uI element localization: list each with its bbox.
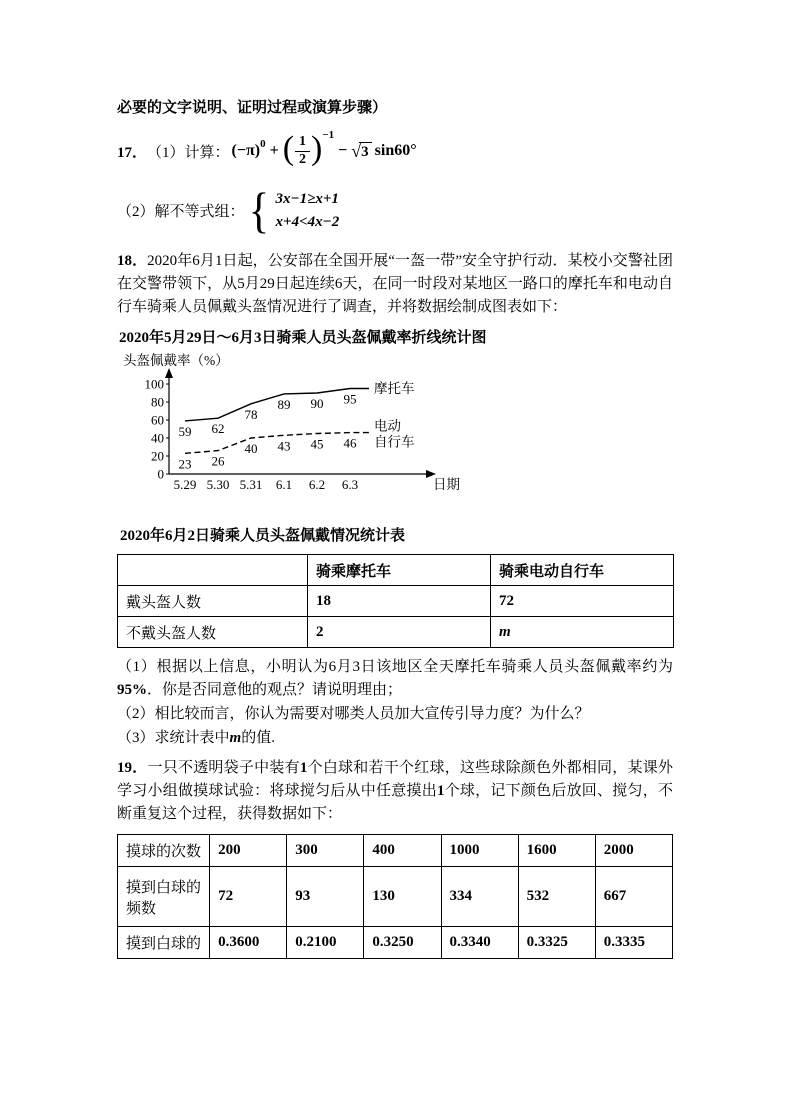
table-cell: 0.3250 <box>364 927 441 959</box>
svg-text:6.2: 6.2 <box>308 477 326 492</box>
problem-19-num-1: 1 <box>299 760 308 776</box>
problem-18 <box>117 250 673 750</box>
left-paren: ( <box>282 130 295 167</box>
question-1-text: （1）根据以上信息，小明认为6月3日该地区全天摩托车骑乘人员头盔佩戴率约为 <box>117 659 673 675</box>
table-cell: 72 <box>210 867 287 927</box>
question-1-percent: 95% <box>117 682 147 698</box>
table-cell: 93 <box>287 867 364 927</box>
plus-operator: + <box>269 142 279 159</box>
svg-text:59: 59 <box>178 423 192 439</box>
table-cell: 2 <box>308 617 491 648</box>
svg-text:头盔佩戴率（%）: 头盔佩戴率（%） <box>123 353 229 368</box>
question-3 <box>117 727 673 750</box>
table-cell: 18 <box>308 586 491 617</box>
table-cell: 0.3335 <box>595 927 672 959</box>
problem-19-text-a: 一只不透明袋子中装有 <box>147 760 300 776</box>
table-cell: 667 <box>595 867 672 927</box>
svg-text:89: 89 <box>277 396 291 412</box>
problem-17-number: 17． <box>117 144 148 161</box>
table-cell: 0.3325 <box>518 927 595 959</box>
table-row <box>118 555 674 586</box>
table-cell: 532 <box>518 867 595 927</box>
svg-text:电动: 电动 <box>374 418 401 434</box>
helmet-table-title: 2020年6月2日骑乘人员头盔佩戴情况统计表 <box>120 528 406 544</box>
table-cell: 摸到白球的 <box>118 927 210 959</box>
problem-19-intro <box>117 757 673 826</box>
svg-text:6.3: 6.3 <box>341 477 359 492</box>
instructions-note: 必要的文字说明、证明过程或演算步骤） <box>117 100 388 116</box>
problem-19-text-c: 个球，记下颜色后放回、搅匀，不断重复这个过程，获得数据如下： <box>117 783 673 822</box>
table-row <box>118 835 673 867</box>
problem-17-part2 <box>117 180 673 240</box>
table-cell: 0.2100 <box>287 927 364 959</box>
fraction-denominator: 2 <box>299 151 307 167</box>
table-cell: 戴头盔人数 <box>118 586 308 617</box>
svg-text:23: 23 <box>178 456 192 472</box>
svg-text:45: 45 <box>310 436 324 452</box>
calc-expression <box>231 129 417 168</box>
inequality-2: x+4<4x−2 <box>275 213 340 230</box>
table-cell: 334 <box>441 867 518 927</box>
inequality-1: 3x−1≥x+1 <box>275 190 339 207</box>
problem-19-number: 19． <box>117 760 148 776</box>
svg-text:90: 90 <box>310 396 324 411</box>
inequality-system <box>247 181 340 238</box>
system-label: （2）解不等式组： <box>117 203 245 220</box>
helmet-wear-table <box>117 554 674 648</box>
problem-19-text-b: 个白球和若干个红球，这些球除颜色外都相同，某课外学习小组做摸球试验：将球搅匀后从中任意摸出 <box>117 760 673 799</box>
minus-operator: − <box>338 142 348 159</box>
problem-17 <box>117 124 673 240</box>
right-paren: ) <box>311 130 323 167</box>
problem-18-number: 18． <box>117 253 148 269</box>
table-row <box>118 617 674 648</box>
table-cell: 2000 <box>595 835 672 867</box>
question-3-m: m <box>229 730 242 746</box>
svg-text:40: 40 <box>244 441 258 456</box>
svg-text:80: 80 <box>151 394 164 410</box>
svg-text:62: 62 <box>211 421 225 437</box>
svg-text:100: 100 <box>144 376 164 392</box>
svg-text:26: 26 <box>211 453 225 469</box>
pi-power-base: (−π) <box>231 142 261 159</box>
table-row <box>118 867 673 927</box>
svg-text:95: 95 <box>343 391 357 407</box>
pi-power-exponent: 0 <box>260 138 266 150</box>
question-3-tail: 的值. <box>241 730 275 746</box>
problem-18-intro <box>117 250 673 319</box>
table-row <box>118 586 674 617</box>
radicand: 3 <box>359 142 372 161</box>
question-1-tail: ．你是否同意他的观点？请说明理由； <box>147 682 403 698</box>
svg-text:日期: 日期 <box>433 477 460 492</box>
question-2: （2）相比较而言，你认为需要对哪类人员加大宣传引导力度？为什么？ <box>117 706 590 722</box>
sqrt-term <box>351 142 371 161</box>
svg-text:43: 43 <box>277 438 291 454</box>
table-cell: 不戴头盔人数 <box>118 617 308 648</box>
question-1 <box>117 656 673 702</box>
table-cell: 摸球的次数 <box>118 835 210 867</box>
helmet-rate-line-chart <box>123 352 483 510</box>
problem-17-part1 <box>117 124 673 178</box>
svg-text:5.31: 5.31 <box>239 477 263 492</box>
calc-label: （1）计算： <box>147 144 230 161</box>
problem-19 <box>117 757 673 959</box>
svg-text:5.29: 5.29 <box>173 477 197 492</box>
table-cell: 0.3340 <box>441 927 518 959</box>
ball-experiment-table <box>117 834 673 959</box>
table-cell: 骑乘电动自行车 <box>491 555 674 586</box>
table-cell-m-unknown: m <box>491 617 674 648</box>
svg-text:60: 60 <box>151 412 164 428</box>
svg-text:摩托车: 摩托车 <box>374 381 415 396</box>
table-cell: 0.3600 <box>210 927 287 959</box>
svg-text:6.1: 6.1 <box>275 477 293 492</box>
question-3-text: （3）求统计表中 <box>117 730 230 746</box>
one-half-fraction <box>295 134 310 167</box>
svg-text:78: 78 <box>244 406 258 422</box>
radical-sign: √ <box>351 140 362 161</box>
fraction-exponent: −1 <box>322 129 335 141</box>
table-cell: 200 <box>210 835 287 867</box>
system-lines <box>276 189 340 232</box>
svg-text:46: 46 <box>343 435 357 451</box>
table-cell: 300 <box>287 835 364 867</box>
table-row <box>118 927 673 959</box>
table-cell: 72 <box>491 586 674 617</box>
system-brace: { <box>248 181 269 238</box>
table-cell <box>118 555 308 586</box>
table-cell: 骑乘摩托车 <box>308 555 491 586</box>
svg-text:0: 0 <box>157 466 164 482</box>
svg-text:自行车: 自行车 <box>374 434 415 450</box>
table-cell: 400 <box>364 835 441 867</box>
sin-term: sin60° <box>374 142 417 159</box>
fraction-numerator: 1 <box>295 134 310 151</box>
line-chart-title: 2020年5月29日～6月3日骑乘人员头盔佩戴率折线统计图 <box>119 330 487 346</box>
svg-text:40: 40 <box>151 430 164 446</box>
problem-19-num-2: 1 <box>436 783 445 799</box>
table-cell: 130 <box>364 867 441 927</box>
svg-text:5.30: 5.30 <box>206 477 230 492</box>
svg-text:20: 20 <box>151 448 164 464</box>
table-cell: 摸到白球的频数 <box>118 867 210 927</box>
problem-18-intro-text: 2020年6月1日起，公安部在全国开展“一盔一带”安全守护行动．某校小交警社团在交警带领下，从5月29日起连续6天，在同一时段对某地区一路口的摩托车和电动自行车骑乘人员佩戴头盔情况进行了调查，并将数据绘制成图表如下： <box>117 253 673 315</box>
line-chart-container <box>123 352 673 515</box>
table-cell: 1600 <box>518 835 595 867</box>
table-cell: 1000 <box>441 835 518 867</box>
